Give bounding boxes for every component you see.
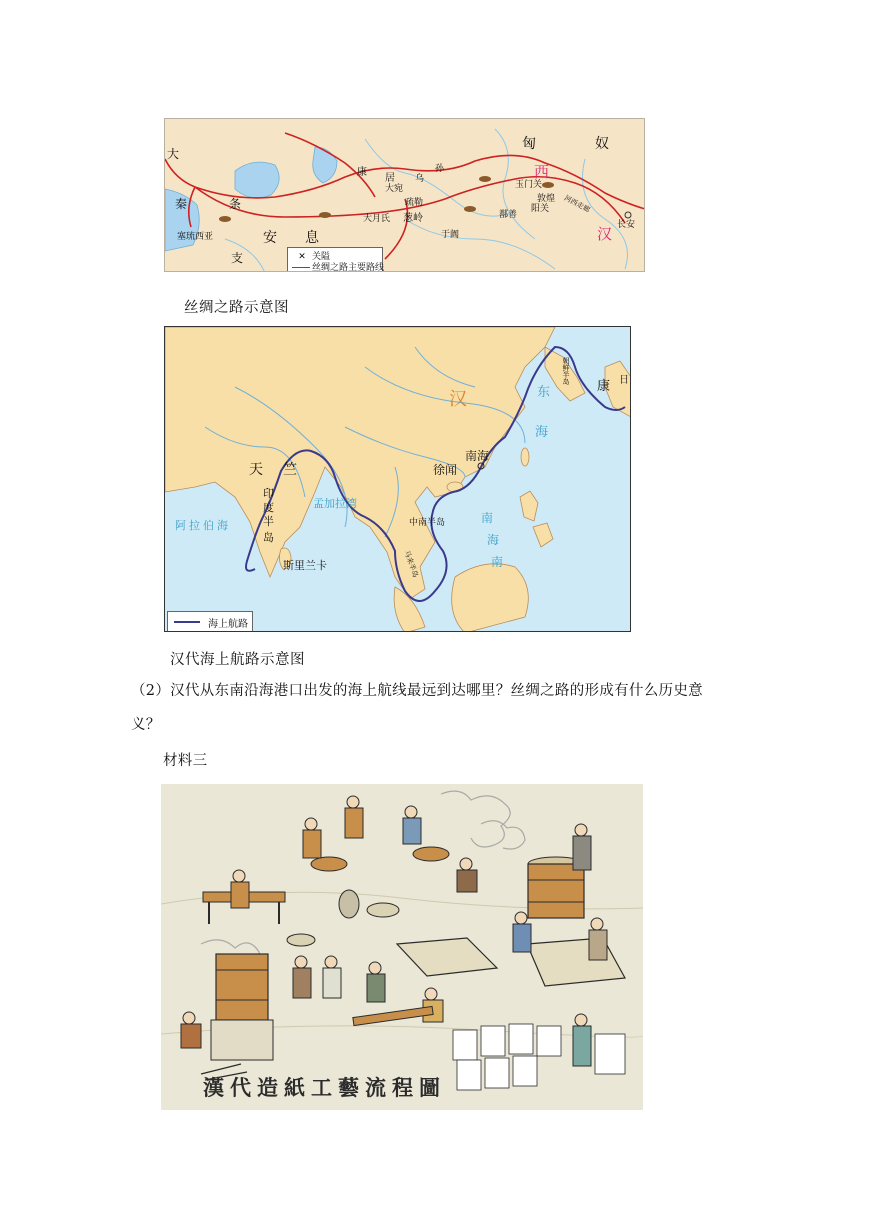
label-han: 汉: [449, 389, 467, 410]
legend-maritime-route: 海上航路: [208, 619, 248, 630]
label-dunhuang: 敦煌: [537, 194, 556, 204]
label-tiao: 条: [229, 197, 242, 211]
painting-title: 漢代造紙工藝流程圖: [203, 1075, 446, 1100]
label-dao: 岛: [263, 531, 274, 544]
label-xiyu: 西: [534, 163, 550, 181]
label-an: 安: [263, 230, 277, 246]
label-nanhai-city: 南海: [465, 449, 490, 463]
legend-pass: 关隘: [312, 252, 331, 262]
label-chao: 朝鲜半岛: [562, 357, 570, 385]
label-du: 度: [263, 501, 274, 514]
question-line1: （2）汉代从东南沿海港口出发的海上航线最远到达哪里？丝绸之路的形成有什么历史意: [131, 683, 703, 699]
material-heading: 材料三: [163, 753, 208, 769]
label-dong: 东: [537, 385, 551, 400]
label-han: 汉: [597, 225, 613, 243]
maritime-caption: 汉代海上航路示意图: [170, 652, 305, 668]
label-bengal: 孟加拉湾: [313, 497, 357, 510]
label-ri: 日: [619, 375, 629, 386]
label-xi: 息: [305, 230, 319, 246]
label-yangguan: 阳关: [531, 204, 550, 214]
question-line2: 义？: [131, 717, 161, 733]
label-zhi: 支: [231, 251, 244, 265]
label-shanshan: 鄯善: [499, 210, 518, 220]
label-ban: 半: [263, 515, 274, 528]
papermaking-painting: [161, 784, 643, 1110]
label-yumenguan: 玉门关: [515, 180, 543, 190]
label-da: 大: [167, 147, 180, 161]
label-hai: 海: [535, 425, 549, 440]
label-wusun-a: 乌: [415, 174, 425, 184]
label-nan: 南: [481, 511, 494, 525]
silk-road-caption: 丝绸之路示意图: [184, 300, 289, 316]
label-tianzhu-b: 竺: [283, 462, 297, 478]
silk-road-map: [164, 118, 645, 272]
label-hexi: 河西走廊: [562, 193, 592, 215]
label-zhongnan: 中南半岛: [409, 518, 446, 528]
label-srilanka: 斯里兰卡: [283, 559, 327, 572]
label-shule: 疏勒: [405, 198, 424, 208]
label-malay: 马来半岛: [402, 549, 420, 579]
label-dayuan: 大宛: [385, 184, 404, 194]
label-xiongnu-b: 奴: [595, 136, 609, 152]
label-dayuezhi: 大月氏: [363, 214, 391, 224]
label-congling: 葱岭: [403, 213, 423, 224]
maritime-legend: [167, 611, 253, 632]
label-xuwen: 徐闻: [433, 463, 458, 477]
steaming-barrel: [211, 954, 273, 1060]
label-yutian: 于阗: [441, 230, 460, 240]
label-seleucia: 塞琉西亚: [177, 232, 214, 242]
maritime-route-map: [164, 326, 631, 632]
label-xiongnu-a: 匈: [522, 136, 536, 152]
label-kang: 康: [597, 379, 611, 394]
legend-route: 丝绸之路主要路线: [312, 263, 385, 272]
label-nanhai-sea-b: 南: [491, 555, 504, 569]
label-nanhai-sea-a: 海: [487, 533, 500, 547]
label-changan: 长安: [617, 220, 636, 230]
label-tianzhu-a: 天: [249, 462, 263, 478]
silk-road-legend: ✕ 关隘 丝绸之路主要路线: [287, 247, 383, 272]
label-qin: 秦: [175, 197, 188, 211]
papermaking-illustration: [161, 784, 643, 1110]
label-arab: 阿拉伯海: [175, 519, 231, 532]
label-yin: 印: [263, 487, 274, 500]
label-ju: 居: [385, 173, 395, 184]
label-kangju: 康: [357, 167, 367, 178]
label-wusun-b: 孙: [435, 164, 445, 174]
